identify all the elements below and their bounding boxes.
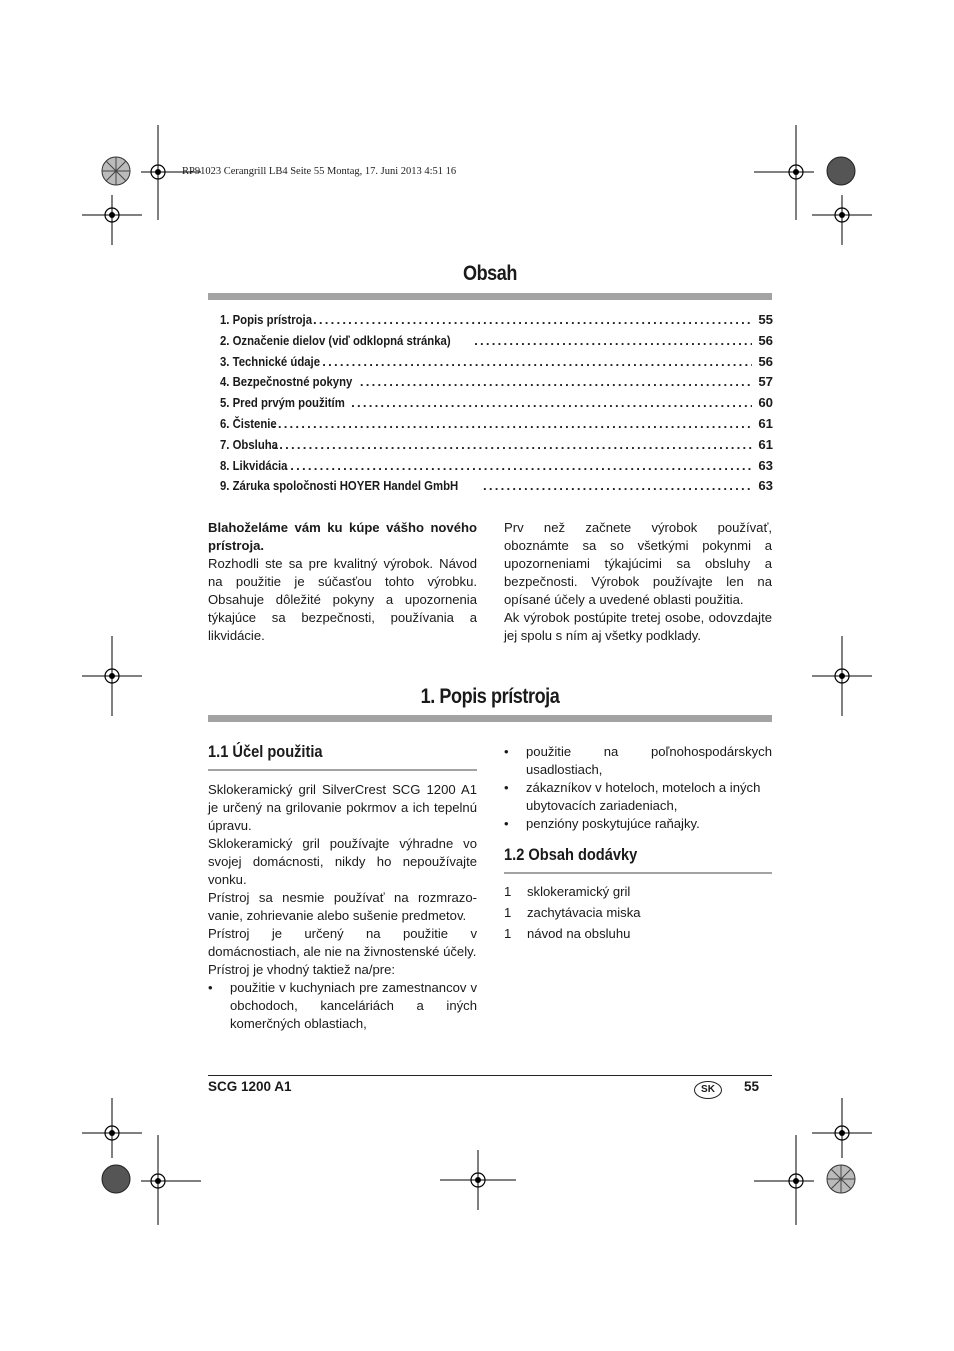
crosshair-icon bbox=[812, 1098, 872, 1158]
toc-leader bbox=[474, 333, 752, 348]
crosshair-icon bbox=[82, 195, 142, 245]
calibration-disc-icon bbox=[101, 156, 131, 186]
toc-label: 9. Záruka spoločnosti HOYER Handel GmbH bbox=[220, 478, 459, 494]
toc-leader bbox=[483, 478, 752, 493]
toc-page: 60 bbox=[758, 395, 773, 411]
delivery-item-name: sklokeramický gril bbox=[527, 884, 631, 899]
purpose-paragraph: Prístroj je určený na použitie v domácnostiach, ale nie na živnostenské účely. bbox=[208, 926, 477, 959]
print-header: RP91023 Cerangrill LB4 Seite 55 Montag, 17. Juni 2013 4:51 16 bbox=[182, 166, 457, 177]
bullet-mark: • bbox=[208, 980, 213, 995]
toc-label: 4. Bezpečnostné pokyny bbox=[220, 374, 353, 390]
toc-row[interactable] bbox=[220, 395, 773, 416]
crosshair-icon bbox=[812, 195, 872, 245]
toc-label: 5. Pred prvým použitím bbox=[220, 395, 345, 411]
crosshair-icon bbox=[82, 636, 142, 716]
intro-left-column bbox=[208, 519, 477, 645]
subsection-rule bbox=[504, 872, 772, 874]
section-title: 1. Popis prístroja bbox=[420, 685, 560, 708]
language-badge: SK bbox=[694, 1081, 722, 1099]
delivery-item bbox=[504, 905, 772, 926]
intro-paragraph: Ak výrobok postúpite tretej osobe, odovzdajte jej spolu s ním aj všetky podklady. bbox=[504, 610, 772, 643]
toc-leader bbox=[273, 437, 752, 452]
table-of-contents bbox=[220, 312, 773, 499]
toc-page: 57 bbox=[758, 374, 773, 390]
crosshair-icon bbox=[812, 636, 872, 716]
toc-leader bbox=[313, 312, 752, 327]
toc-row[interactable] bbox=[220, 458, 773, 479]
page-number: 55 bbox=[744, 1079, 760, 1094]
toc-label: 3. Technické údaje bbox=[220, 353, 321, 369]
crosshair-icon bbox=[754, 1135, 814, 1225]
subsection-title: 1.2 Obsah dodávky bbox=[504, 845, 638, 864]
toc-label: 8. Likvidácia bbox=[220, 457, 288, 473]
delivery-item bbox=[504, 926, 772, 947]
subsection-title: 1.1 Účel použitia bbox=[208, 742, 323, 761]
delivery-item bbox=[504, 884, 772, 905]
toc-row[interactable] bbox=[220, 354, 773, 375]
toc-leader bbox=[360, 374, 752, 389]
toc-page: 61 bbox=[758, 436, 773, 452]
list-item-text: penzióny poskytujúce raňajky. bbox=[526, 816, 700, 831]
list-item-text: použitie v kuchyniach pre zamestnancov v obchodoch, kanceláriách a iných komerčných oblastiach, bbox=[230, 980, 477, 1031]
subsection-rule bbox=[208, 769, 477, 771]
intro-paragraph: Prv než začnete výrobok používať, oboznámte sa so všetkými pokynmi a upozorneniami týkajúcimi sa obsluhy a bezpečnosti. Výrobok používajte len na opísané účely a uvedené oblasti použitia. bbox=[504, 520, 772, 607]
list-item bbox=[504, 815, 772, 833]
intro-paragraph: Rozhodli ste sa pre kvalitný výrobok. Návod na použitie je súčasťou tohto výrobku. Obsahuje dôležité pokyny a upozornenia týkajúce sa bezpečnosti, používania a likvidácie. bbox=[208, 556, 477, 643]
section-title-bar bbox=[208, 715, 772, 722]
toc-label: 2. Označenie dielov (viď odklopná stránka) bbox=[220, 332, 451, 348]
crosshair-icon bbox=[82, 1098, 142, 1158]
toc-row[interactable] bbox=[220, 478, 773, 499]
purpose-paragraph: Prístroj sa nesmie používať na rozmrazo-vanie, zohrievanie alebo sušenie predmetov. bbox=[208, 890, 477, 923]
toc-row[interactable] bbox=[220, 437, 773, 458]
delivery-qty: 1 bbox=[504, 926, 512, 941]
bullet-mark: • bbox=[504, 816, 509, 831]
intro-right-column bbox=[504, 519, 772, 645]
toc-row[interactable] bbox=[220, 416, 773, 437]
list-item-text: použitie na poľnohospodárskych usadlostiach, bbox=[526, 744, 772, 777]
delivery-item-name: návod na obsluhu bbox=[527, 926, 631, 941]
toc-title-bar bbox=[208, 293, 772, 300]
purpose-paragraph: Sklokeramický gril používajte výhradne vo svojej domácnosti, nikdy ho nepoužívajte vonku. bbox=[208, 836, 477, 887]
footer-rule bbox=[208, 1075, 772, 1076]
crosshair-icon bbox=[440, 1150, 516, 1210]
toc-row[interactable] bbox=[220, 312, 773, 333]
toc-leader bbox=[351, 395, 752, 410]
toc-row[interactable] bbox=[220, 333, 773, 354]
list-item bbox=[208, 979, 477, 1033]
toc-row[interactable] bbox=[220, 374, 773, 395]
calibration-disc-icon bbox=[826, 1164, 856, 1194]
calibration-disc-icon bbox=[101, 1164, 131, 1194]
toc-page: 63 bbox=[758, 478, 773, 494]
purpose-text-continued bbox=[504, 743, 772, 833]
delivery-list bbox=[504, 884, 772, 947]
toc-label: 1. Popis prístroja bbox=[220, 312, 313, 327]
crosshair-icon bbox=[754, 125, 814, 220]
toc-page: 56 bbox=[758, 353, 773, 369]
toc-page: 55 bbox=[758, 312, 773, 327]
toc-title: Obsah bbox=[462, 262, 518, 285]
delivery-qty: 1 bbox=[504, 884, 512, 899]
toc-page: 61 bbox=[758, 415, 773, 431]
purpose-paragraph: Sklokeramický gril SilverCrest SCG 1200 A1 je určený na grilovanie pokrmov a ich tepelnú úpravu. bbox=[208, 782, 477, 833]
crosshair-icon bbox=[141, 125, 201, 220]
intro-heading: Blahoželáme vám ku kúpe vášho nového prístroja. bbox=[208, 520, 477, 553]
list-item bbox=[504, 779, 772, 815]
purpose-paragraph: Prístroj je vhodný taktiež na/pre: bbox=[208, 962, 396, 977]
toc-page: 56 bbox=[758, 332, 773, 348]
toc-leader bbox=[322, 354, 752, 369]
bullet-mark: • bbox=[504, 744, 509, 759]
toc-page: 63 bbox=[758, 457, 773, 473]
toc-label: 6. Čistenie bbox=[220, 415, 277, 431]
list-item bbox=[504, 743, 772, 779]
toc-leader bbox=[284, 458, 752, 473]
purpose-text bbox=[208, 781, 477, 1033]
calibration-disc-icon bbox=[826, 156, 856, 186]
bullet-mark: • bbox=[504, 780, 509, 795]
delivery-item-name: zachytávacia miska bbox=[527, 905, 641, 920]
toc-label: 7. Obsluha bbox=[220, 436, 278, 452]
list-item-text: zákazníkov v hoteloch, moteloch a iných ubytovacích zariadeniach, bbox=[526, 780, 761, 813]
crosshair-icon bbox=[141, 1135, 201, 1225]
footer-model: SCG 1200 A1 bbox=[208, 1079, 292, 1094]
toc-leader bbox=[272, 416, 752, 431]
delivery-qty: 1 bbox=[504, 905, 512, 920]
